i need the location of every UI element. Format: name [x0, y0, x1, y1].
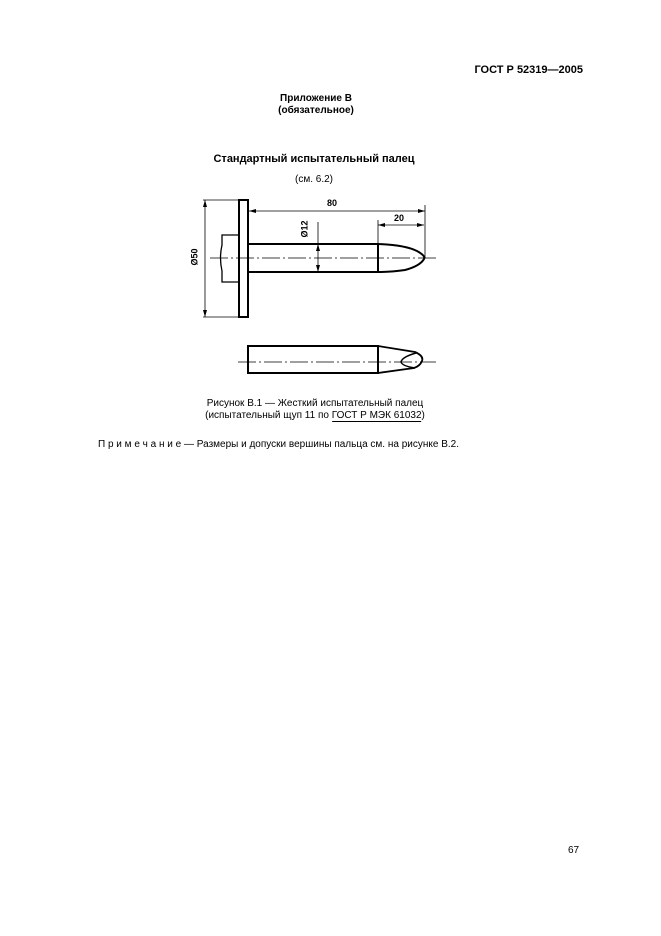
flange	[239, 200, 248, 317]
dim-label-length: 80	[327, 198, 338, 208]
standard-link[interactable]: ГОСТ Р МЭК 61032	[331, 410, 422, 421]
appendix-status: (обязательное)	[278, 105, 354, 116]
tip-side-view	[378, 346, 422, 373]
dim-label-tip: 20	[394, 213, 405, 223]
hub	[221, 235, 240, 282]
standard-number: ГОСТ Р 52319—2005	[474, 64, 583, 76]
appendix-title: Приложение В	[280, 93, 352, 104]
dim-label-flange: Ø50	[189, 248, 200, 266]
figure-caption: Рисунок В.1 — Жесткий испытательный палец	[206, 398, 424, 409]
page-number: 67	[568, 845, 580, 856]
shaft-side-view	[248, 346, 378, 373]
section-title: Стандартный испытательный палец	[213, 153, 415, 165]
note: П р и м е ч а н и е — Размеры и допуски вершины пальца см. на рисунке В.2.	[98, 439, 460, 450]
dim-label-shaft: Ø12	[299, 220, 310, 238]
section-reference: (см. 6.2)	[295, 174, 333, 185]
figure-caption-source: (испытательный щуп 11 по ГОСТ Р МЭК 61032)	[205, 410, 425, 421]
